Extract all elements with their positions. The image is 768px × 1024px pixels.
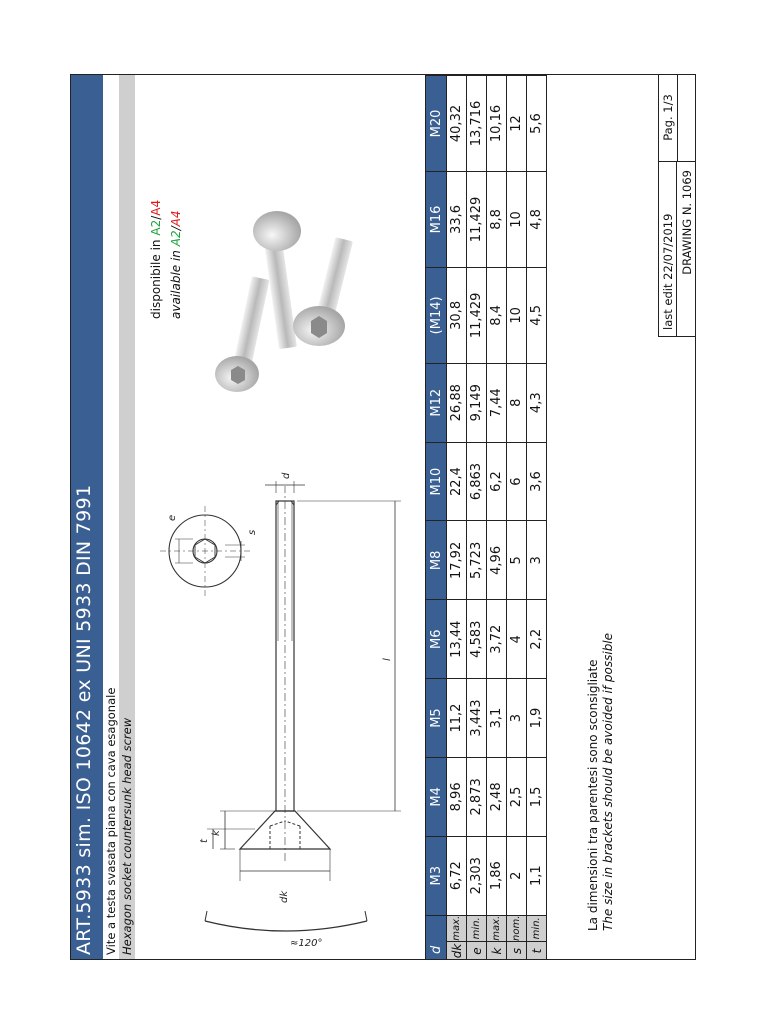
table-cell: 8,96 [447,757,467,836]
row-qualifier: max. [447,915,467,941]
dk-label: dk [279,890,290,903]
table-cell: 10,16 [487,76,507,172]
table-cell: 4,583 [467,600,487,679]
note-english: The size in brackets should be avoided if possible [601,632,615,931]
availability-block [146,200,186,319]
table-cell: 30,8 [447,267,467,363]
table-cell: 17,92 [447,521,467,600]
table-cell: 22,4 [447,442,467,521]
grade-a4: A4 [149,199,163,216]
row-label: e [467,942,487,961]
table-cell: 6,72 [447,836,467,915]
table-cell: 4,5 [527,267,547,363]
page-number: Pag. 1/3 [659,74,678,161]
row-label: dk [447,942,467,961]
grade-separator-en: / [169,226,183,231]
table-cell: 2,48 [487,757,507,836]
table-cell: 2,5 [507,757,527,836]
row-qualifier: min. [527,915,547,941]
size-header: M5 [426,679,447,758]
table-cell: 10 [507,267,527,363]
table-cell: 13,716 [467,76,487,172]
row-qualifier: min. [467,915,487,941]
row-qualifier: nom. [507,915,527,941]
table-cell: 5 [507,521,527,600]
table-cell: 2,303 [467,836,487,915]
table-cell: 3 [507,679,527,758]
size-header: (M14) [426,267,447,363]
availability-italian-prefix: disponibile in [149,239,163,319]
technical-drawing [135,441,425,960]
table-cell: 13,44 [447,600,467,679]
row-qualifier: max. [487,915,507,941]
table-cell: 10 [507,172,527,268]
table-cell: 26,88 [447,363,467,442]
table-cell: 8,8 [487,172,507,268]
row-label: s [507,942,527,961]
rotated-page [71,75,696,960]
table-cell: 5,723 [467,521,487,600]
subtitle-english: Hexagon socket countersunk head screw [120,717,134,955]
table-cell: 1,9 [527,679,547,758]
table-cell: 3,443 [467,679,487,758]
size-header: M10 [426,442,447,521]
angle-label: ≈120° [290,938,323,949]
grade-a2-en: A2 [169,230,183,247]
table-cell: 2,873 [467,757,487,836]
table-row [527,76,547,961]
size-header: M16 [426,172,447,268]
table-row [507,76,527,961]
table-cell: 8,4 [487,267,507,363]
table-row [447,76,467,961]
size-header: M3 [426,836,447,915]
table-cell: 40,32 [447,76,467,172]
table-cell: 11,2 [447,679,467,758]
table-cell: 6,2 [487,442,507,521]
table-cell: 3,6 [527,442,547,521]
table-cell: 4,3 [527,363,547,442]
title-bar [71,75,103,960]
subtitle-bar-english [119,75,135,960]
size-header: M8 [426,521,447,600]
table-cell: 11,429 [467,267,487,363]
title-block [658,74,696,337]
product-photo [211,206,361,406]
table-header-row [426,76,447,961]
grade-a4-en: A4 [169,210,183,227]
corner-header: d [426,915,447,960]
table-cell: 9,149 [467,363,487,442]
table-cell: 3,72 [487,600,507,679]
table-cell: 4,8 [527,172,547,268]
availability-italian [146,200,166,319]
drawing-sheet [70,74,696,960]
row-label: t [527,942,547,961]
availability-english-prefix: available in [169,250,183,319]
grade-separator: / [149,215,163,220]
availability-english [166,200,186,319]
size-header: M4 [426,757,447,836]
table-cell: 6,863 [467,442,487,521]
table-cell: 4,96 [487,521,507,600]
t-label: t [199,839,210,843]
s-label: s [247,529,258,535]
table-cell: 1,5 [527,757,547,836]
subtitle-italian: Vite a testa svasata piana con cava esagonale [104,687,118,955]
table-cell: 5,6 [527,76,547,172]
table-cell: 1,1 [527,836,547,915]
size-header: M12 [426,363,447,442]
drawing-number: DRAWING N. 1069 [677,161,696,336]
table-cell: 2 [507,836,527,915]
page-title: ART.5933 sim. ISO 10642 ex UNI 5933 DIN 7991 [73,484,95,955]
e-label: e [167,514,178,521]
table-cell: 6 [507,442,527,521]
k-label: k [211,830,222,836]
table-cell: 2,2 [527,600,547,679]
table-cell: 11,429 [467,172,487,268]
note-italian: La dimensioni tra parentesi sono sconsigliate [586,659,600,931]
table-cell: 8 [507,363,527,442]
row-label: k [487,942,507,961]
l-label: l [382,658,393,661]
subtitle-bar-italian [103,75,119,960]
table-cell: 1,86 [487,836,507,915]
table-cell: 33,6 [447,172,467,268]
size-header: M6 [426,600,447,679]
dimensions-table [425,75,547,960]
table-row [487,76,507,961]
table-cell: 7,44 [487,363,507,442]
d-label: d [281,472,292,479]
table-row [467,76,487,961]
table-cell: 3 [527,521,547,600]
table-cell: 4 [507,600,527,679]
table-cell: 12 [507,76,527,172]
grade-a2: A2 [149,219,163,236]
last-edit: last edit 22/07/2019 [659,161,677,336]
size-header: M20 [426,76,447,172]
table-cell: 3,1 [487,679,507,758]
